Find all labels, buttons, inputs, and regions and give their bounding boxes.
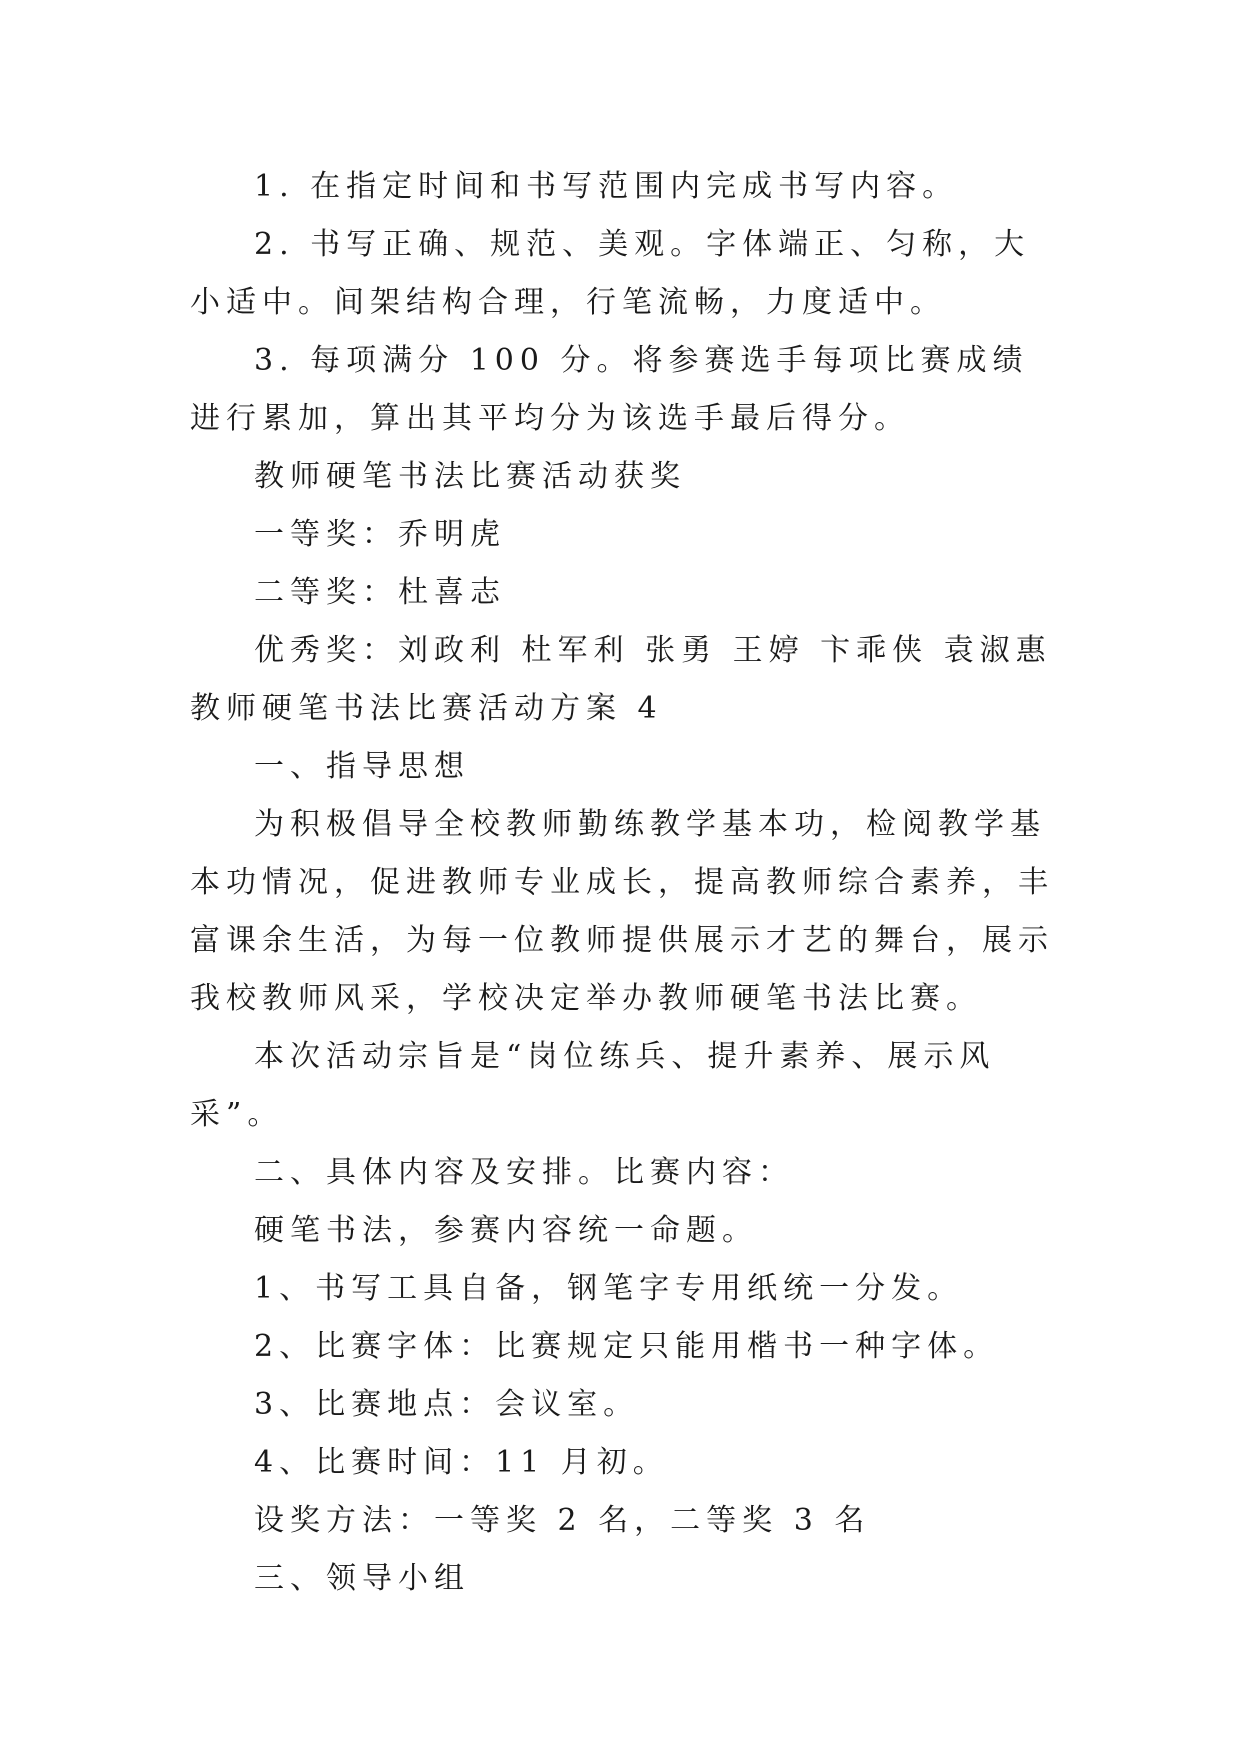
heading-leadership: 三、领导小组 [254, 1561, 470, 1596]
document-body [190, 158, 1060, 1608]
list-item-font: 2、比赛字体：比赛规定只能用楷书一种字体。 [254, 1329, 1000, 1364]
paragraph-rule-3: 3. 每项满分 100 分。将参赛选手每项比赛成绩进行累加，算出其平均分为该选手最后得分。 [190, 343, 1029, 436]
awards-heading: 教师硬笔书法比赛活动获奖 [254, 459, 686, 494]
list-item-tools: 1、书写工具自备，钢笔字专用纸统一分发。 [254, 1271, 964, 1306]
section-title: 教师硬笔书法比赛活动方案 4 [190, 691, 663, 726]
paragraph-rule-1: 1. 在指定时间和书写范围内完成书写内容。 [254, 169, 959, 204]
list-item-time: 4、比赛时间：11 月初。 [254, 1445, 669, 1480]
paragraph-awards-method: 设奖方法：一等奖 2 名，二等奖 3 名 [254, 1503, 871, 1538]
heading-guiding-idea: 一、指导思想 [254, 749, 470, 784]
paragraph-rule-2: 2. 书写正确、规范、美观。字体端正、匀称，大小适中。间架结构合理，行笔流畅，力度适中。 [190, 227, 1031, 320]
second-prize: 二等奖：杜喜志 [254, 575, 506, 610]
paragraph-content: 硬笔书法，参赛内容统一命题。 [254, 1213, 758, 1248]
paragraph-aim: 本次活动宗旨是“岗位练兵、提升素养、展示风采”。 [190, 1039, 996, 1132]
paragraph-purpose: 为积极倡导全校教师勤练教学基本功，检阅教学基本功情况，促进教师专业成长，提高教师综合素养，丰富课余生活，为每一位教师提供展示才艺的舞台，展示我校教师风采，学校决定举办教师硬笔书法比赛。 [190, 807, 1054, 1016]
first-prize: 一等奖：乔明虎 [254, 517, 506, 552]
list-item-location: 3、比赛地点：会议室。 [254, 1387, 640, 1422]
heading-content: 二、具体内容及安排。比赛内容： [254, 1155, 794, 1190]
excellence-prize: 优秀奖：刘政利 杜军利 张勇 王婷 卞乖侠 袁淑惠 [254, 633, 1052, 668]
